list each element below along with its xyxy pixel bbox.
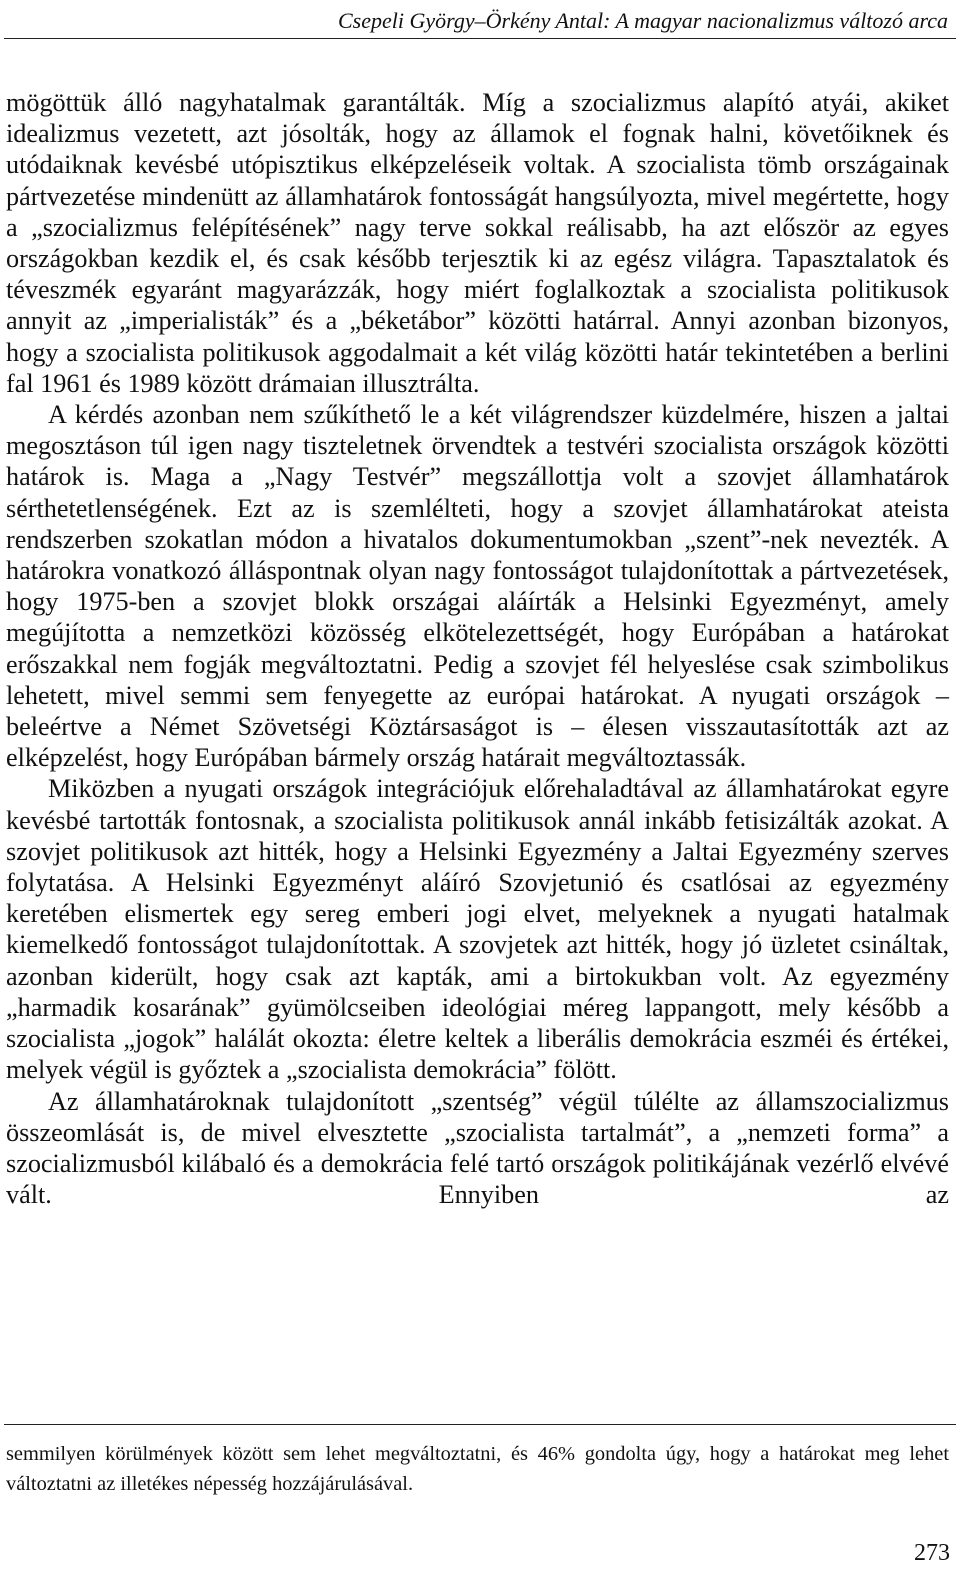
- running-header: Csepeli György–Örkény Antal: A magyar nacionalizmus változó arca: [337, 8, 948, 33]
- paragraph: Miközben a nyugati országok integrációjuk előrehaladtával az államhatárokat egyre kevésbé tartották fontosnak, a szocialista politikusok annál inkább fetisizálták azokat. A szovjet politikusok azt hitték, hogy a Helsinki Egyezmény a Jaltai Egyezmény szerves folytatása. A Helsinki Egyezményt aláíró Szovjetunió és csatlósai az egyezmény keretében elismertek egy sereg emberi jogi elvet, melyeknek a nyugati hatalmak kiemelkedő fontosságot tulajdonítottak. A szovjetek azt hitték, hogy jó üzletet csináltak, azonban kiderült, hogy csak azt kapták, ami a birtokukban volt. Az egyezmény „harmadik kosarának” gyümölcseiben ideológiai méreg lappangott, mely később a szocialista „jogok” halálát okozta: életre keltek a liberális demokrácia eszméi és értékei, melyek végül is győztek a „szocialista demokrácia” fölött.: [6, 774, 949, 1085]
- paragraph: A kérdés azonban nem szűkíthető le a két világrendszer küzdelmére, hiszen a jaltai megosztáson túl igen nagy tiszteletnek örvendtek a testvéri szocialista országok közötti határok is. Maga a „Nagy Testvér” megszállottja volt a szovjet államhatárok sérthetetlenségének. Ezt az is szemlélteti, hogy a szovjet államhatárokat ateista rendszerben szokatlan módon a hivatalos dokumentumokban „szent”-nek nevezték. A határokra vonatkozó álláspontnak olyan nagy fontosságot tulajdonítottak a pártvezetések, hogy 1975-ben a szovjet blokk országai aláírták a Helsinki Egyezményt, amely megújította a nemzetközi közösség elkötelezettségét, hogy Európában a határokat erőszakkal nem fogják megváltoztatni. Pedig a szovjet fél helyeslése csak szimbolikus lehetett, mivel semmi sem fenyegette az európai határokat. A nyugati országok – beleértve a Német Szövetségi Köztársaságot is – élesen visszautasították azt az elképzelést, hogy Európában bármely ország határait megváltoztassák.: [6, 400, 949, 773]
- footnote-text: semmilyen körülmények között sem lehet megváltoztatni, és 46% gondolta úgy, hogy a határokat meg lehet változtatni az illetékes népesség hozzájárulásával.: [6, 1443, 949, 1495]
- paragraph: Az államhatároknak tulajdonított „szentség” végül túlélte az államszocializmus összeomlását is, de mivel elvesztette „szocialista tartalmát”, a „nemzeti forma” a szocializmusból kilábaló és a demokrácia felé tartó országok politikájának vezérlő elvévé vált. Ennyiben az: [6, 1086, 949, 1210]
- header-rule: [4, 38, 956, 39]
- footnote-rule: [4, 1424, 956, 1425]
- paragraph: mögöttük álló nagyhatalmak garantálták. Míg a szocializmus alapító atyái, akiket idealizmus vezetett, azt jósolták, hogy az államok el fognak halni, követőiknek és utódaiknak kevésbé utópisztikus elképzeléseik voltak. A szocialista tömb országainak pártvezetése mindenütt az államhatárok fontosságát hangsúlyozta, mivel megértette, hogy a „szocializmus felépítésének” nagy terve sokkal reálisabb, ha azt először az egyes országokban kezdik el, és csak később terjesztik ki az egész világra. Tapasztalatok és téveszmék egyaránt magyarázzák, hogy miért foglalkoztak a szocialista politikusok annyit az „imperialisták” és a „béketábor” közötti határral. Annyi azonban bizonyos, hogy a szocialista politikusok aggodalmait a két világ közötti határ tekintetében a berlini fal 1961 és 1989 között drámaian illusztrálta.: [6, 88, 949, 398]
- footnote: [6, 1439, 949, 1499]
- body-text: [6, 87, 949, 1210]
- page-number: 273: [914, 1540, 950, 1566]
